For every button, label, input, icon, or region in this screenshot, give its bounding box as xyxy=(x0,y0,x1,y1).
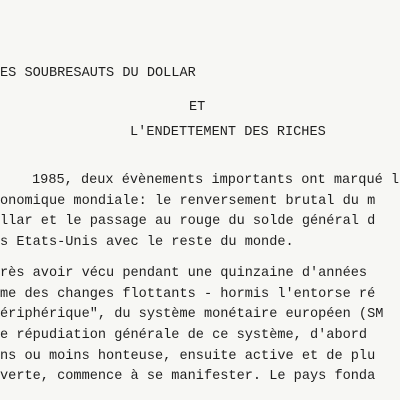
title-line-3: L'ENDETTEMENT DES RICHES xyxy=(130,125,326,140)
body-line-9: ns ou moins honteuse, ensuite active et de plu xyxy=(0,349,376,364)
body-line-2: onomique mondiale: le renversement brutal du m xyxy=(0,194,376,209)
body-line-8: e répudiation générale de ce système, d'abord xyxy=(0,328,368,343)
body-line-4: s Etats-Unis avec le reste du monde. xyxy=(0,235,294,250)
body-line-1: 1985, deux évènements importants ont marqué l xyxy=(32,173,400,188)
title-line-2: ET xyxy=(189,100,206,115)
body-line-5: rès avoir vécu pendant une quinzaine d'années xyxy=(0,266,368,281)
body-line-10: verte, commence à se manifester. Le pays fonda xyxy=(0,369,376,384)
body-line-3: llar et le passage au rouge du solde général d xyxy=(0,214,376,229)
body-line-6: me des changes flottants - hormis l'entorse ré xyxy=(0,287,376,302)
title-line-1: ES SOUBRESAUTS DU DOLLAR xyxy=(0,66,196,81)
body-line-7: ériphérique", du système monétaire européen (SM xyxy=(0,307,384,322)
